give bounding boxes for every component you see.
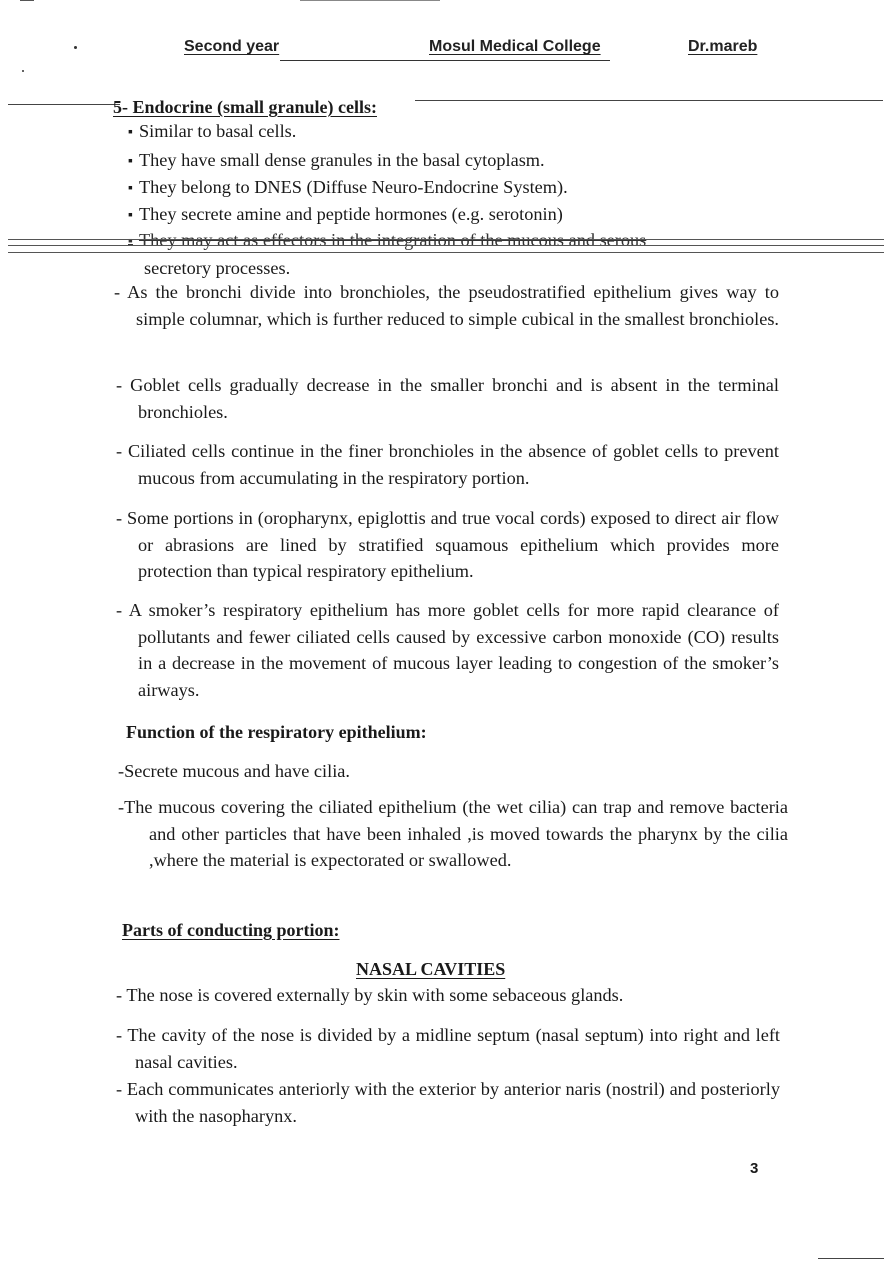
paragraph-squamous: - Some portions in (oropharynx, epiglottis and true vocal cords) exposed to direct air flow or abrasions are lined by stratified squamous epithelium which provides more protection than typical respiratory epithelium. [116,508,779,581]
parts-title: Parts of conducting portion: [122,920,340,940]
scan-speck [22,70,24,72]
endocrine-bullet: ▪ They belong to DNES (Diffuse Neuro-Endocrine System). [128,174,568,203]
page-header [176,38,766,60]
endocrine-bullet-struck: ▪ They may act as effectors in the integration of the mucous and serous [128,227,768,256]
header-college: Mosul Medical College [429,38,601,55]
endocrine-continuation: secretory processes. [144,258,291,278]
function-item: -The mucous covering the ciliated epithelium (the wet cilia) can trap and remove bacteria and other particles that have been inhaled ,is moved towards the pharynx by the cilia ,where the material is expectorated or swallowed. [118,797,788,870]
nasal-cavities-heading [356,956,505,983]
paragraph-goblet: - Goblet cells gradually decrease in the smaller bronchi and is absent in the terminal bronchioles. [116,375,779,422]
header-year: Second year [184,38,280,55]
parts-item: - The cavity of the nose is divided by a midline septum (nasal septum) into right and left nasal cavities. [116,1025,780,1072]
paragraph-bronchi: - As the bronchi divide into bronchioles, the pseudostratified epithelium gives way to simple columnar, which is further reduced to simple cubical in the smallest bronchioles. [114,282,780,329]
page-number: 3 [750,1160,759,1177]
parts-item: - Each communicates anteriorly with the exterior by anterior naris (nostril) and posteriorly with the nasopharynx. [116,1079,780,1126]
fold-line [8,252,884,253]
function-title: Function of the respiratory epithelium: [126,722,427,742]
nasal-cavities-text: NASAL CAVITIES [356,959,506,979]
section-rule-left [8,104,120,105]
fold-line [8,245,884,246]
endocrine-bullet: ▪ Similar to basal cells. [128,118,296,147]
endocrine-bullet: ▪ They secrete amine and peptide hormones (e.g. serotonin) [128,201,563,230]
scan-artifact-line [300,0,440,1]
scan-speck [74,46,77,49]
paragraph-ciliated: - Ciliated cells continue in the finer bronchioles in the absence of goblet cells to prevent mucous from accumulating in the respiratory portion. [116,441,779,488]
paragraph-smoker: - A smoker’s respiratory epithelium has more goblet cells for more rapid clearance of pollutants and fewer ciliated cells caused by excessive carbon monoxide (CO) results in a decrease in the movement of mucous layer leading to congestion of the smoker’s airways. [116,600,779,700]
function-item: -Secrete mucous and have cilia. [118,761,350,781]
fold-line [8,239,884,240]
section-rule-right [415,100,883,101]
header-author: Dr.mareb [688,38,758,55]
scan-artifact-mark [20,0,34,1]
endocrine-title: 5- Endocrine (small granule) cells: [113,97,377,117]
scan-artifact-bottom [818,1258,884,1259]
header-rule [280,60,610,61]
parts-item: - The nose is covered externally by skin with some sebaceous glands. [116,985,624,1005]
endocrine-bullet: ▪ They have small dense granules in the basal cytoplasm. [128,147,545,176]
